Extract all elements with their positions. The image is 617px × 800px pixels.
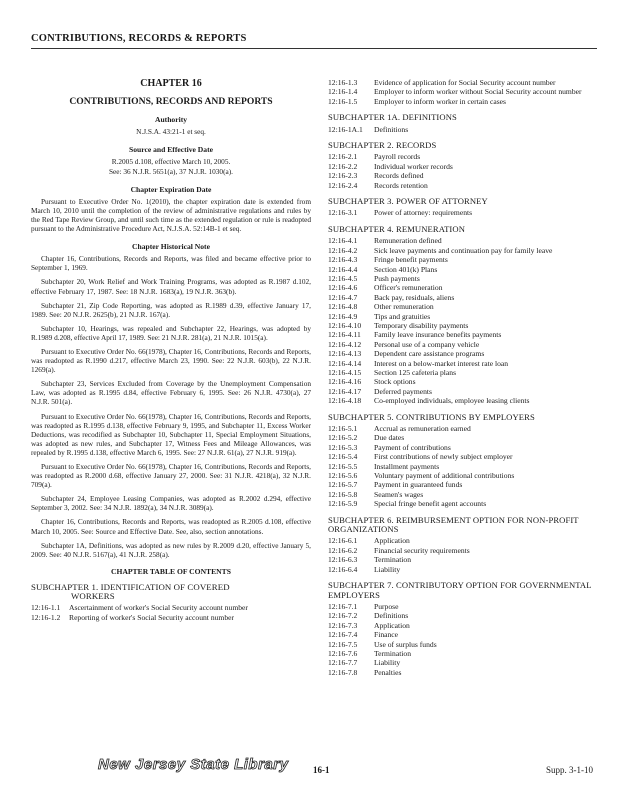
toc-entry[interactable] (328, 565, 598, 574)
section-title: Dependent care assistance programs (374, 349, 485, 359)
section-number: 12:16-4.11 (328, 330, 361, 340)
section-title: Back pay, residuals, aliens (374, 292, 455, 302)
section-number: 12:16-6.4 (328, 564, 358, 574)
source-line: R.2005 d.108, effective March 10, 2005. (111, 157, 231, 167)
toc-entry[interactable] (328, 555, 598, 564)
section-title: Sick leave payments and continuation pay for family leave (374, 245, 553, 255)
section-number: 12:16-4.1 (328, 236, 358, 246)
section-title: Section 125 cafeteria plans (374, 367, 457, 377)
section-title: Officer's remuneration (374, 283, 443, 293)
section-title: Voluntary payment of additional contributions (374, 471, 515, 481)
toc-entry[interactable] (328, 293, 598, 302)
toc-entry[interactable] (328, 471, 598, 480)
section-number: 12:16-6.1 (328, 536, 358, 546)
section-number: 12:16-1.1 (31, 603, 61, 613)
toc-entry[interactable] (328, 283, 598, 292)
section-title: Ascertainment of worker's Social Security account number (69, 603, 248, 613)
section-number: 12:16-4.7 (328, 292, 358, 302)
toc-subchapter-list (328, 113, 598, 677)
section-number: 12:16-7.3 (328, 620, 358, 630)
toc-entry[interactable] (328, 443, 598, 452)
source-heading: Source and Effective Date (128, 145, 213, 155)
history-notes (31, 254, 311, 559)
toc-entry[interactable] (328, 78, 598, 87)
toc-entry[interactable] (328, 321, 598, 330)
toc-entry[interactable] (328, 236, 598, 245)
toc-entry[interactable] (328, 621, 598, 630)
header-rule (31, 48, 597, 49)
history-paragraph: Subchapter 23, Services Excluded from Coverage by the Unemployment Compensation Law, was adopted as R.1995 d.84, effective February 6, 1995. See: 26 N.J.R. 4730(a), 27 N.J.R. 501(a). (31, 379, 311, 407)
section-title: Installment payments (374, 461, 440, 471)
section-number: 12:16-4.2 (328, 245, 358, 255)
page-number: 16-1 (313, 765, 330, 775)
toc-entry[interactable] (328, 452, 598, 461)
section-title: Finance (374, 630, 399, 640)
section-number: 12:16-4.15 (328, 367, 362, 377)
history-paragraph: Subchapter 10, Hearings, was repealed and Subchapter 22, Hearings, was adopted by R.1989 d.208, effective April 17, 1989. See: 21 N.J.R. 281(a), 21 N.J.R. 1015(a). (31, 323, 311, 342)
section-title: Special fringe benefit agent accounts (374, 499, 487, 509)
toc-entry[interactable] (328, 340, 598, 349)
toc-entry[interactable] (31, 603, 311, 612)
toc-entry[interactable] (328, 208, 598, 217)
section-number: 12:16-4.6 (328, 283, 358, 293)
subchapter-heading[interactable]: SUBCHAPTER 7. CONTRIBUTORY OPTION FOR GOVERNMENTAL EMPLOYERS (328, 580, 592, 600)
section-title: Termination (374, 555, 412, 565)
left-column (31, 72, 311, 622)
history-paragraph: Subchapter 20, Work Relief and Work Training Programs, was adopted as R.1987 d.102, effective February 17, 1987. See: 18 N.J.R. 1683(a), 19 N.J.R. 363(b). (31, 277, 311, 296)
section-number: 12:16-4.18 (328, 396, 362, 406)
toc-entry[interactable] (328, 424, 598, 433)
section-title: Employer to inform worker in certain cases (374, 96, 507, 106)
subchapter-title-cont: WORKERS (71, 591, 115, 602)
history-paragraph: Subchapter 24, Employee Leasing Companies, was adopted as R.2002 d.294, effective September 3, 2002. See: 34 N.J.R. 1892(a), 34 N.J.R. 3089(a). (31, 494, 311, 513)
section-number: 12:16-5.7 (328, 480, 358, 490)
section-number: 12:16-2.4 (328, 180, 358, 190)
section-number: 12:16-2.3 (328, 171, 358, 181)
section-title: Payroll records (374, 152, 421, 162)
subchapter-heading[interactable]: SUBCHAPTER 3. POWER OF ATTORNEY (328, 196, 488, 207)
right-column (328, 78, 598, 677)
section-title: Application (374, 536, 410, 546)
section-number: 12:16-5.6 (328, 471, 358, 481)
section-title: Personal use of a company vehicle (374, 339, 480, 349)
toc-entry[interactable] (328, 152, 598, 161)
history-paragraph: Chapter 16, Contributions, Records and Reports, was filed and became effective prior to September 1, 1969. (31, 254, 311, 273)
toc-heading: CHAPTER TABLE OF CONTENTS (111, 566, 231, 576)
section-number: 12:16-6.3 (328, 555, 358, 565)
toc-entry[interactable] (328, 546, 598, 555)
section-number: 12:16-2.1 (328, 152, 358, 162)
library-logo: New Jersey State Library (98, 756, 289, 773)
authority-text: N.J.S.A. 43:21-1 et seq. (136, 127, 206, 137)
subchapter-heading[interactable]: SUBCHAPTER 4. REMUNERATION (328, 223, 466, 234)
subchapter-title: SUBCHAPTER 1. IDENTIFICATION OF COVERED (31, 581, 230, 592)
section-number: 12:16-7.6 (328, 648, 358, 658)
section-number: 12:16-5.1 (328, 424, 358, 433)
source-line: See: 36 N.J.R. 5651(a), 37 N.J.R. 1030(a). (108, 166, 234, 176)
section-number: 12:16-2.2 (328, 161, 358, 171)
toc-entry[interactable] (328, 536, 598, 545)
section-title: First contributions of newly subject employer (374, 452, 513, 462)
toc-entry[interactable] (328, 162, 598, 171)
section-title: Definitions (374, 124, 409, 134)
toc-entry[interactable] (328, 171, 598, 180)
toc-entry[interactable] (328, 499, 598, 508)
toc-entry[interactable] (328, 490, 598, 499)
section-title: Liability (374, 564, 401, 574)
section-title: Section 401(k) Plans (374, 264, 438, 274)
section-number: 12:16-4.12 (328, 339, 362, 349)
subchapter-heading[interactable]: SUBCHAPTER 5. CONTRIBUTIONS BY EMPLOYERS (328, 411, 535, 422)
toc-entry[interactable] (328, 462, 598, 471)
section-title: Termination (374, 648, 412, 658)
history-paragraph: Pursuant to Executive Order No. 66(1978), Chapter 16, Contributions, Records and Reports, was readopted as R.1990 d.217, effective March 23, 1990. See: 22 N.J.R. 603(b), 22 N.J.R. 1269(a). (31, 346, 311, 375)
section-number: 12:16-7.4 (328, 630, 358, 640)
section-title: Due dates (374, 433, 405, 443)
toc-entry[interactable] (328, 87, 598, 96)
section-title: Individual worker records (374, 161, 453, 171)
section-number: 12:16-1.3 (328, 78, 358, 87)
section-title: Family leave insurance benefits payments (374, 330, 502, 340)
section-title: Reporting of worker's Social Security account number (69, 612, 235, 622)
section-title: Records retention (374, 180, 428, 190)
toc-entry[interactable] (328, 658, 598, 667)
toc-entry[interactable] (328, 649, 598, 658)
section-title: Penalties (374, 667, 402, 677)
toc-entry[interactable] (328, 312, 598, 321)
section-title: Other remuneration (374, 302, 434, 312)
section-number: 12:16-3.1 (328, 208, 358, 218)
section-number: 12:16-5.9 (328, 499, 358, 509)
history-paragraph: Pursuant to Executive Order No. 66(1978), Chapter 16, Contributions, Records and Reports, was readopted as R.2000 d.68, effective January 27, 2000. See: 31 N.J.R. 4218(a), 32 N.J.R. 709(a). (31, 462, 311, 490)
section-number: 12:16-1.4 (328, 87, 358, 97)
toc-entry[interactable] (328, 255, 598, 264)
chapter-number: CHAPTER 16 (140, 78, 202, 89)
section-number: 12:16-4.14 (328, 358, 362, 368)
toc-entry[interactable] (328, 630, 598, 639)
section-title: Application (374, 620, 410, 630)
toc-entry[interactable] (328, 246, 598, 255)
toc-entry[interactable] (328, 368, 598, 377)
section-number: 12:16-4.3 (328, 255, 358, 265)
running-header: CONTRIBUTIONS, RECORDS & REPORTS (31, 33, 247, 44)
left-toc (31, 583, 311, 622)
section-title: Records defined (374, 171, 424, 181)
toc-entry-list (328, 78, 598, 106)
section-title: Power of attorney: requirements (374, 208, 473, 218)
section-number: 12:16-7.7 (328, 658, 358, 668)
toc-entry[interactable] (328, 611, 598, 620)
toc-entry[interactable] (328, 668, 598, 677)
toc-entry[interactable] (328, 181, 598, 190)
section-number: 12:16-5.5 (328, 461, 358, 471)
section-title: Tips and gratuities (374, 311, 431, 321)
toc-entry[interactable] (328, 480, 598, 489)
section-number: 12:16-1A.1 (328, 124, 363, 134)
expiration-text: Pursuant to Executive Order No. 1(2010), the chapter expiration date is extended from March 10, 2010 until the completion of the review of administrative regulations and rules by the Red Tape Review Group, and until such time as the extended regulation or rule is readopted pursuant to the Administrative Procedure Act, N.J.S.A. 52:14B-1 et seq. (31, 196, 311, 234)
section-number: 12:16-7.8 (328, 667, 358, 677)
chapter-title: CONTRIBUTIONS, RECORDS AND REPORTS (69, 96, 273, 108)
toc-entry[interactable] (328, 433, 598, 442)
toc-entry-list (31, 603, 311, 622)
section-number: 12:16-4.13 (328, 349, 362, 359)
section-title: Seamen's wages (374, 489, 424, 499)
section-number: 12:16-4.10 (328, 320, 362, 330)
section-number: 12:16-4.9 (328, 311, 358, 321)
section-number: 12:16-5.4 (328, 452, 358, 462)
supplement-date: Supp. 3-1-10 (546, 765, 593, 775)
section-title: Liability (374, 658, 401, 668)
toc-entry[interactable] (328, 640, 598, 649)
toc-entry[interactable] (31, 613, 311, 622)
toc-entry[interactable] (328, 302, 598, 311)
section-title: Stock options (374, 377, 416, 387)
history-paragraph: Subchapter 1A, Definitions, was adopted as new rules by R.2009 d.20, effective January 5, 2009. See: 40 N.J.R. 5167(a), 41 N.J.R. 258(a). (31, 540, 311, 559)
toc-entry[interactable] (328, 387, 598, 396)
section-title: Use of surplus funds (374, 639, 437, 649)
subchapter-heading[interactable]: SUBCHAPTER 2. RECORDS (328, 140, 437, 151)
section-title: Interest on a below-market interest rate loan (374, 358, 509, 368)
history-heading: Chapter Historical Note (132, 242, 210, 252)
section-title: Purpose (374, 601, 399, 611)
section-title: Deferred payments (374, 386, 432, 396)
section-number: 12:16-1.5 (328, 96, 358, 106)
section-number: 12:16-5.3 (328, 442, 358, 452)
subchapter-heading[interactable]: SUBCHAPTER 6. REIMBURSEMENT OPTION FOR NON-PROFIT ORGANIZATIONS (328, 514, 579, 535)
section-title: Push payments (374, 273, 420, 283)
toc-entry[interactable] (328, 125, 598, 134)
toc-entry[interactable] (328, 602, 598, 611)
toc-entry[interactable] (328, 396, 598, 405)
section-number: 12:16-7.2 (328, 611, 358, 621)
section-number: 12:16-7.1 (328, 601, 358, 611)
section-number: 12:16-5.2 (328, 433, 358, 443)
section-title: Employer to inform worker without Social Security account number (374, 87, 582, 97)
toc-entry[interactable] (328, 349, 598, 358)
history-paragraph: Chapter 16, Contributions, Records and Reports, was readopted as R.2005 d.108, effective March 10, 2005. See: Source and Effective Date. See, also, section annotations. (31, 517, 311, 536)
subchapter-heading[interactable]: SUBCHAPTER 1A. DEFINITIONS (328, 112, 457, 123)
section-number: 12:16-5.8 (328, 489, 358, 499)
toc-entry[interactable] (328, 377, 598, 386)
section-number: 12:16-4.8 (328, 302, 358, 312)
section-title: Fringe benefit payments (374, 255, 448, 265)
toc-entry[interactable] (328, 330, 598, 339)
section-title: Definitions (374, 611, 409, 621)
section-title: Evidence of application for Social Security account number (374, 78, 556, 87)
toc-entry[interactable] (328, 359, 598, 368)
section-title: Payment in guaranteed funds (374, 480, 463, 490)
section-number: 12:16-6.2 (328, 545, 358, 555)
section-number: 12:16-4.4 (328, 264, 358, 274)
section-title: Payment of contributions (374, 442, 451, 452)
section-title: Financial security requirements (374, 545, 470, 555)
section-number: 12:16-4.16 (328, 377, 362, 387)
section-title: Co-employed individuals, employee leasing clients (374, 396, 530, 406)
toc-entry[interactable] (328, 274, 598, 283)
section-title: Remuneration defined (374, 236, 442, 246)
section-number: 12:16-1.2 (31, 612, 61, 622)
section-number: 12:16-7.5 (328, 639, 358, 649)
section-number: 12:16-4.5 (328, 273, 358, 283)
toc-entry[interactable] (328, 97, 598, 106)
section-title: Temporary disability payments (374, 320, 469, 330)
expiration-heading: Chapter Expiration Date (130, 184, 212, 194)
history-paragraph: Subchapter 21, Zip Code Reporting, was adopted as R.1989 d.39, effective January 17, 1989. See: 20 N.J.R. 2625(b), 21 N.J.R. 167(a). (31, 300, 311, 319)
section-title: Accrual as remuneration earned (374, 424, 471, 433)
toc-entry[interactable] (328, 265, 598, 274)
authority-heading: Authority (154, 115, 188, 125)
section-number: 12:16-4.17 (328, 386, 362, 396)
history-paragraph: Pursuant to Executive Order No. 66(1978), Chapter 16, Contributions, Records and Reports, was readopted as R.1995 d.138, effective February 9, 1995, and Subchapter 11, Excess Worker Deductions, was recodified as Subchapter 10, Subchapter 11, Special Employment Situations, was adopted as new rules, and Subchapter 17, Witness Fees and Mileage Allowances, was repealed by R.1995 d.138, effective March 6, 1995. See: 27 N.J.R. 61(a), 27 N.J.R. 919(a). (31, 411, 311, 457)
subchapter-heading[interactable] (31, 583, 311, 601)
